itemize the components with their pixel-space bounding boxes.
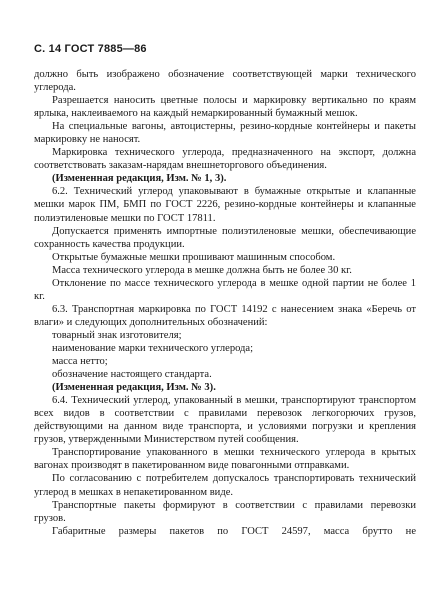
paragraph: На специальные вагоны, автоцистерны, резино-кордные контейнеры и пакеты маркировку не наносят. <box>34 121 416 146</box>
list-item: масса нетто; <box>52 356 108 368</box>
paragraph: Открытые бумажные мешки прошивают машинным способом. <box>52 251 336 263</box>
paragraph: Маркировка технического углерода, предназначенного на экспорт, должна соответствовать заказам-нарядам внешнеторгового объединения. <box>34 147 416 172</box>
paragraph: 6.2. Технический углерод упаковывают в бумажные открытые и клапанные мешки марок ПМ, БМП по ГОСТ 2226, резино-кордные контейнеры и клапанные полиэтиленовые мешки по ГОСТ 17811. <box>34 186 416 224</box>
paragraph: 6.3. Транспортная маркировка по ГОСТ 14192 с нанесением знака «Беречь от влаги» и следующих дополнительных обозначений: <box>34 303 416 328</box>
paragraph: должно быть изображено обозначение соответствующей марки технического углерода. <box>34 69 416 94</box>
list-item: обозначение настоящего стандарта. <box>52 369 212 381</box>
page-header: С. 14 ГОСТ 7885—86 <box>34 43 147 55</box>
paragraph: Допускается применять импортные полиэтиленовые мешки, обеспечивающие сохранность качества продукции. <box>34 225 416 250</box>
paragraph: По согласованию с потребителем допускалось транспортировать технический углерод в мешках в непакетированном виде. <box>34 473 416 498</box>
amendment-note: (Измененная редакция, Изм. № 1, 3). <box>52 173 227 185</box>
paragraph: Транспортирование упакованного в мешки технического углерода в крытых вагонах производят в пакетированном виде повагонными отправками. <box>34 447 416 472</box>
list-item: наименование марки технического углерода; <box>52 342 254 354</box>
paragraph: Масса технического углерода в мешке должна быть не более 30 кг. <box>52 264 352 276</box>
paragraph: 6.4. Технический углерод, упакованный в мешки, транспортируют транспортом всех видов в соответствии с правилами перевозок легкогорючих грузов, действующими на данном виде транспорта, и условиями погрузки и крепления грузов, утвержденными Министерством путей сообщения. <box>34 395 416 446</box>
paragraph: Разрешается наносить цветные полосы и маркировку вертикально по краям ярлыка, наклеиваемого на каждый немаркированный бумажный мешок. <box>34 95 416 120</box>
list-item: товарный знак изготовителя; <box>52 329 182 341</box>
paragraph: Отклонение по массе технического углерода в мешке одной партии не более 1 кг. <box>34 277 416 302</box>
paragraph: Транспортные пакеты формируют в соответствии с правилами перевозки грузов. <box>34 499 416 524</box>
paragraph: Габаритные размеры пакетов по ГОСТ 24597, масса брутто не <box>52 525 416 537</box>
document-body <box>34 68 416 538</box>
amendment-note: (Измененная редакция, Изм. № 3). <box>52 382 216 394</box>
